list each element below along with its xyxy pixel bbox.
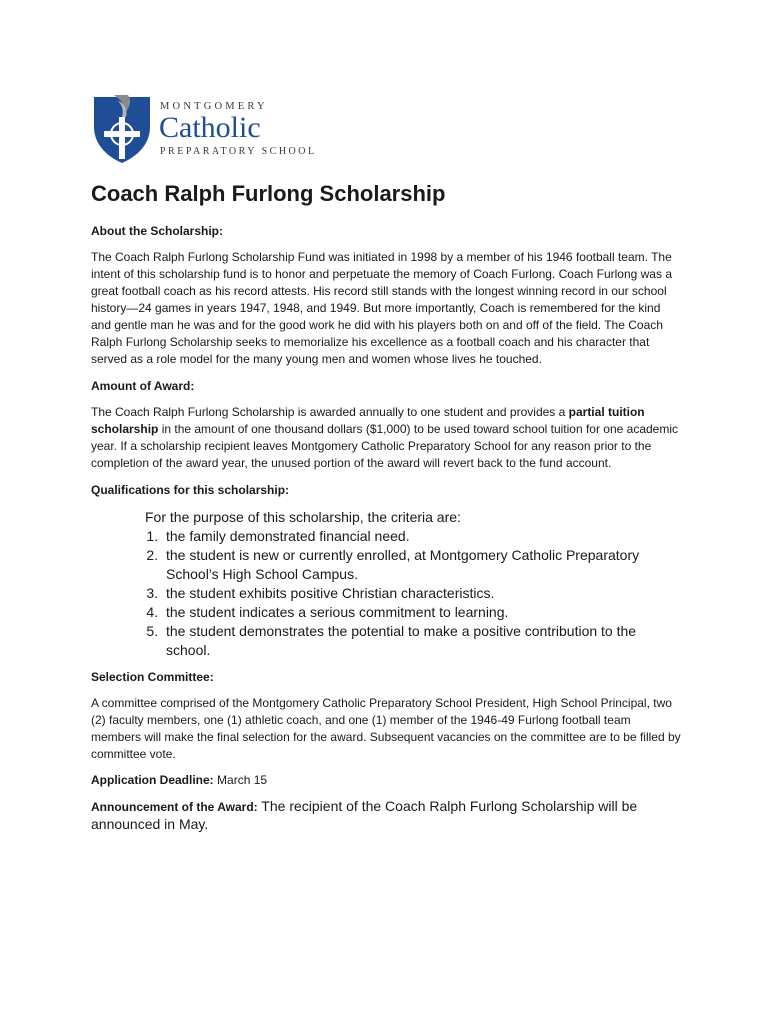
deadline-line [91, 772, 681, 789]
criteria-list [91, 527, 681, 660]
logo-text-montgomery: MONTGOMERY [160, 101, 268, 112]
amount-text-before: The Coach Ralph Furlong Scholarship is awarded annually to one student and provides a [91, 405, 569, 419]
announcement-label: Announcement of the Award: [91, 800, 258, 814]
criteria-intro: For the purpose of this scholarship, the criteria are: [145, 509, 461, 525]
about-heading: About the Scholarship: [91, 224, 223, 238]
criteria-item: 3. the student exhibits positive Christian characteristics. [162, 584, 681, 603]
school-logo [92, 93, 322, 165]
deadline-value: March 15 [213, 773, 268, 787]
criteria-block [91, 508, 681, 660]
deadline-label: Application Deadline: [91, 773, 214, 787]
criteria-item: 4. the student indicates a serious commitment to learning. [162, 603, 681, 622]
announcement-value: The recipient of the Coach Ralph Furlong Scholarship will be announced in May. [91, 798, 638, 832]
committee-heading: Selection Committee: [91, 670, 214, 684]
committee-paragraph: A committee comprised of the Montgomery Catholic Preparatory School President, High School Principal, two (2) faculty members, one (1) athletic coach, and one (1) member of the 1946-49 Furlong football team members will make the final selection for the award. Subsequent vacancies on the committee are to be filled by committee vote. [91, 696, 681, 761]
criteria-item: 5. the student demonstrates the potential to make a positive contribution to the school. [162, 622, 681, 660]
amount-heading: Amount of Award: [91, 379, 195, 393]
about-paragraph: The Coach Ralph Furlong Scholarship Fund was initiated in 1998 by a member of his 1946 football team. The intent of this scholarship fund is to honor and perpetuate the memory of Coach Furlong. Coach Furlong was a great football coach as his record attests. His record still stands with the longest winning record in our school history—24 games in years 1947, 1948, and 1949. But more importantly, Coach is remembered for the kind and gentle man he was and for the good work he did with his players both on and off of the field. The Coach Ralph Furlong Scholarship seeks to memorialize his excellence as a football coach and his character that served as a role model for the many young men and women whose lives he touched. [91, 250, 672, 366]
shield-cross-icon [92, 93, 152, 165]
logo-text-catholic: Catholic [159, 111, 261, 144]
amount-paragraph [91, 404, 681, 472]
criteria-item: 2. the student is new or currently enrolled, at Montgomery Catholic Preparatory School’s High School Campus. [162, 546, 681, 584]
page-title: Coach Ralph Furlong Scholarship [91, 181, 446, 206]
amount-text-bold: partial tuition scholarship [91, 405, 645, 436]
criteria-item: 1. the family demonstrated financial need. [162, 527, 681, 546]
document-body [91, 222, 681, 843]
amount-text-after: in the amount of one thousand dollars ($1,000) to be used toward school tuition for one academic year. If a scholarship recipient leaves Montgomery Catholic Preparatory School for any reason prior to the completion of the award year, the unused portion of the award will revert back to the fund account. [91, 422, 679, 470]
logo-text-preparatory: PREPARATORY SCHOOL [160, 146, 317, 157]
announcement-line [91, 798, 681, 834]
qualifications-heading: Qualifications for this scholarship: [91, 483, 290, 497]
